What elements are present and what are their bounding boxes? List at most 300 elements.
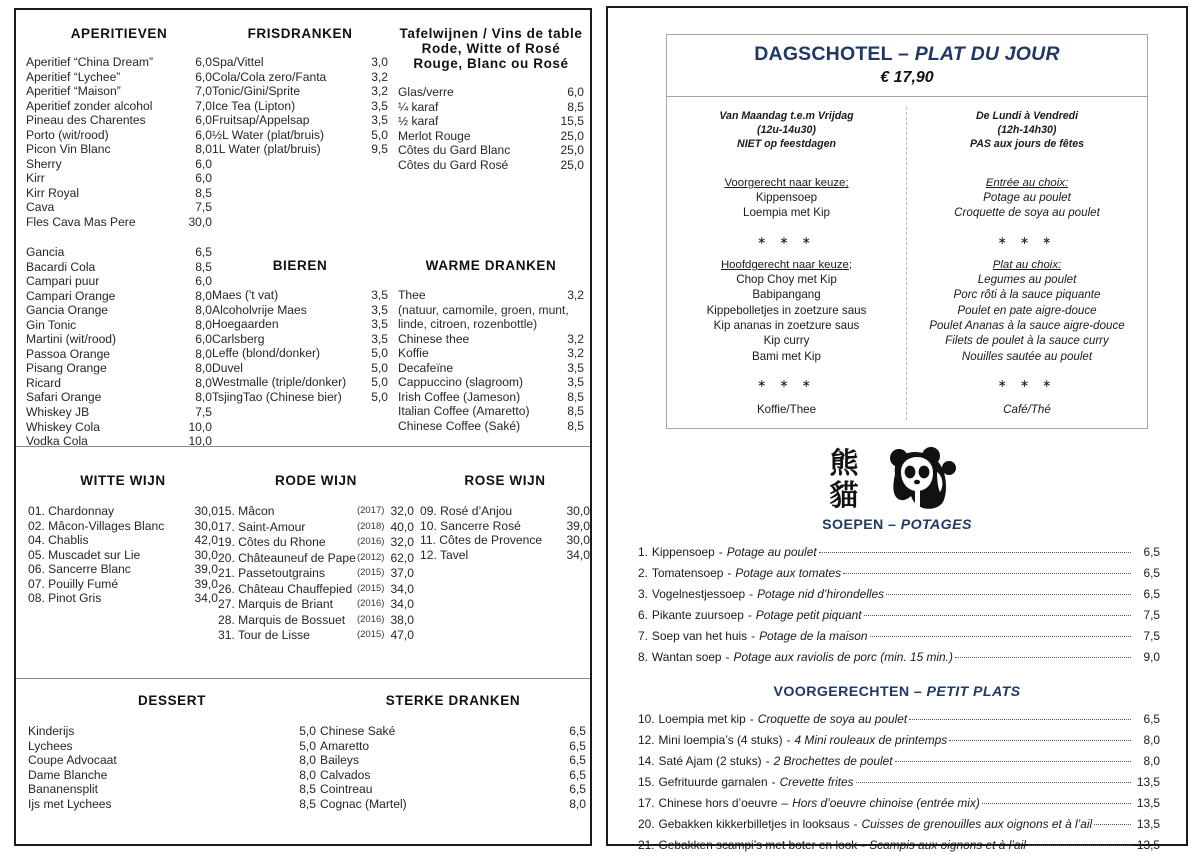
leader-dots <box>949 740 1131 741</box>
menu-row <box>218 613 414 629</box>
dish-separator: - <box>725 649 730 664</box>
dish-price: 8,0 <box>1143 753 1160 768</box>
wine-band <box>16 447 590 679</box>
dish-name-nl: Kippensoep <box>651 544 715 559</box>
dish-number: 20. <box>638 816 655 831</box>
main-item: Chop Choy met Kip <box>736 272 837 286</box>
witte-wijn-list <box>28 504 218 606</box>
item-name: Whiskey Cola <box>26 419 100 434</box>
item-price: 3,5 <box>567 375 584 390</box>
warme-dranken-list <box>398 288 584 433</box>
dish-name-nl: Gebakken scampi’s met boter en look <box>658 837 858 852</box>
starter-item: Potage au poulet <box>983 191 1071 204</box>
menu-row <box>26 142 212 157</box>
dish-number: 1. <box>638 544 648 559</box>
wine-price: 30,0 <box>566 533 590 548</box>
starter-item: Croquette de soya au poulet <box>954 206 1100 220</box>
voorgerechten-heading-dash: – <box>909 683 927 700</box>
wine-name: 10. Sancerre Rosé <box>420 518 521 533</box>
main-item: Nouilles sautée au poulet <box>961 349 1093 363</box>
item-name: Lychees <box>28 738 73 753</box>
section-heading-tafelwijnen-3: Rouge, Blanc ou Rosé <box>413 56 569 71</box>
item-price: 6,5 <box>195 245 212 259</box>
bieren-list <box>212 288 388 404</box>
wine-price: 30,0 <box>566 504 590 518</box>
item-name: Porto (wit/rood) <box>26 127 109 142</box>
menu-row <box>218 504 414 520</box>
wine-vintage: (2015) <box>356 567 385 579</box>
item-price: 10,0 <box>188 434 212 449</box>
menu-row <box>218 582 414 598</box>
dish-number: 2. <box>638 565 648 580</box>
wine-name: 17. Saint-Amour <box>218 519 306 534</box>
item-price: 6,0 <box>195 127 212 142</box>
menu-row <box>26 171 212 186</box>
menu-row <box>28 533 218 548</box>
item-note: linde, citroen, rozenbottle) <box>398 317 538 332</box>
dish-name-fr: Hors d’oeuvre chinoise (entrée mix) <box>792 795 980 810</box>
dish-name-nl: Gefrituurde garnalen <box>658 774 768 789</box>
menu-row <box>212 70 388 85</box>
hours-line: PAS aux jours de fêtes <box>969 138 1085 150</box>
item-price: 8,0 <box>569 796 586 811</box>
menu-row <box>26 303 212 318</box>
section-heading-witte-wijn: WITTE WIJN <box>80 473 166 488</box>
aperitieven-list <box>26 55 212 230</box>
menu-row <box>398 419 584 434</box>
item-name: Decafeïne <box>398 360 454 375</box>
item-price: 3,0 <box>371 55 388 69</box>
left-page-frame <box>14 8 592 846</box>
menu-row <box>26 332 212 347</box>
item-name: Campari puur <box>26 274 100 289</box>
dagschotel-column-nl <box>667 107 907 420</box>
dish-name-nl: Pikante zuursoep <box>651 607 744 622</box>
main-item: Poulet en pate aigre-douce <box>957 303 1097 317</box>
item-price: 8,5 <box>299 796 316 811</box>
dagschotel-title-cell <box>667 35 1147 97</box>
section-heading-voorgerechten <box>624 684 1170 700</box>
dish-separator: - <box>718 544 723 559</box>
wine-vintage: (2016) <box>356 598 385 610</box>
dish-number: 6. <box>638 607 648 622</box>
dish-name-fr: Potage petit piquant <box>755 607 862 622</box>
item-price: 25,0 <box>560 143 584 158</box>
dish-price: 13,5 <box>1136 774 1160 789</box>
item-price: 3,2 <box>371 84 388 99</box>
dagschotel-title-nl: DAGSCHOTEL <box>754 43 893 65</box>
leader-dots <box>909 719 1131 720</box>
item-name: Fles Cava Mas Pere <box>26 215 136 230</box>
menu-row <box>212 142 388 157</box>
item-price: 7,5 <box>195 200 212 215</box>
menu-row <box>28 548 218 563</box>
voorgerechten-list <box>624 709 1170 856</box>
dish-row <box>638 563 1160 584</box>
wine-name: 01. Chardonnay <box>28 504 115 518</box>
item-price: 8,5 <box>567 404 584 419</box>
item-name: Sherry <box>26 156 62 171</box>
dish-name-nl: Soep van het huis <box>651 628 748 643</box>
wine-price: 30,0 <box>194 518 218 533</box>
logo-cjk-char-1: 熊 <box>829 445 859 480</box>
dagschotel-price: € 17,90 <box>880 69 934 86</box>
section-sterke-dranken <box>320 693 586 811</box>
wine-price: 34,0 <box>390 597 414 612</box>
hours-line: Van Maandag t.e.m Vrijdag <box>719 110 854 122</box>
dish-separator: - <box>771 774 776 789</box>
hours-line: (12h-14h30) <box>997 124 1057 136</box>
wine-name: 27. Marquis de Briant <box>218 597 333 612</box>
section-aperitieven-continued <box>26 245 212 449</box>
menu-row <box>26 215 212 230</box>
dagschotel-title <box>671 43 1143 66</box>
section-warme-dranken <box>398 258 584 433</box>
hours-line: De Lundi à Vendredi <box>975 110 1079 122</box>
menu-row <box>212 361 388 376</box>
dagschotel-column-fr <box>907 107 1147 420</box>
wine-price: 47,0 <box>390 628 414 643</box>
item-price: 6,5 <box>569 782 586 797</box>
dish-name-nl: Vogelnestjessoep <box>651 586 746 601</box>
item-name: ½ karaf <box>398 114 439 129</box>
menu-row <box>26 274 212 289</box>
item-price: 6,0 <box>195 55 212 69</box>
wine-name: 26. Château Chauffepied <box>218 581 353 596</box>
item-price: 25,0 <box>560 128 584 143</box>
item-price: 6,0 <box>567 85 584 99</box>
dish-number: 12. <box>638 732 655 747</box>
dish-row <box>638 772 1160 793</box>
soepen-heading-dash: – <box>883 516 901 533</box>
item-price: 3,2 <box>371 69 388 84</box>
panda-logo-icon <box>873 444 965 514</box>
wine-price: 42,0 <box>194 533 218 548</box>
dessert-list <box>28 724 316 811</box>
dish-row <box>638 647 1160 668</box>
menu-row <box>398 158 584 173</box>
section-heading-aperitieven: APERITIEVEN <box>70 26 168 41</box>
dish-name-nl: Tomatensoep <box>651 565 724 580</box>
menu-row <box>26 200 212 215</box>
sterke-dranken-list <box>320 724 586 811</box>
menu-row <box>28 768 316 783</box>
spacer <box>675 151 898 177</box>
dish-name-fr: Crevette frites <box>779 774 854 789</box>
menu-row <box>218 628 414 644</box>
dish-price: 13,5 <box>1136 816 1160 831</box>
item-name: Safari Orange <box>26 390 102 405</box>
item-name: Kirr Royal <box>26 185 80 200</box>
item-name: Passoa Orange <box>26 346 111 361</box>
right-page-frame <box>606 6 1188 852</box>
item-price: 6,5 <box>569 724 586 738</box>
item-name: Leffe (blond/donker) <box>212 346 321 361</box>
item-price: 15,5 <box>560 114 584 129</box>
wine-name: 11. Côtes de Provence <box>420 533 543 548</box>
dish-separator: - <box>765 753 770 768</box>
dagschotel-hours-fr <box>915 109 1139 151</box>
item-price: 6,5 <box>569 753 586 768</box>
main-item: Babipangang <box>752 288 821 302</box>
item-name: Kirr <box>26 171 45 186</box>
wine-name: 06. Sancerre Blanc <box>28 562 131 577</box>
dish-row <box>638 605 1160 626</box>
menu-row <box>398 361 584 376</box>
dish-price: 9,0 <box>1143 649 1160 664</box>
dish-separator: - <box>861 837 866 852</box>
leader-dots <box>895 761 1131 762</box>
dish-separator: - <box>749 711 754 726</box>
item-price: 3,5 <box>371 331 388 346</box>
item-name: Cappuccino (slagroom) <box>398 375 524 390</box>
item-price: 6,0 <box>195 156 212 171</box>
menu-row <box>28 519 218 534</box>
aperitieven-list-2 <box>26 245 212 449</box>
dagschotel-title-dash: – <box>892 43 915 65</box>
wine-name: 08. Pinot Gris <box>28 591 102 606</box>
menu-row <box>26 186 212 201</box>
item-price: 6,5 <box>569 767 586 782</box>
dish-name-fr: Cuisses de grenouilles aux oignons et à l’ail <box>861 816 1093 831</box>
dish-number: 14. <box>638 753 655 768</box>
section-heading-soepen <box>624 517 1170 533</box>
menu-row <box>398 288 584 303</box>
main-label-fr: Plat au choix: <box>992 258 1062 271</box>
item-name: ¼ karaf <box>398 99 439 114</box>
wine-vintage: (2015) <box>356 582 385 594</box>
menu-row <box>28 577 218 592</box>
menu-row <box>212 317 388 332</box>
dish-name-nl: Chinese hors d’oeuvre <box>658 795 778 810</box>
item-price: 3,5 <box>371 98 388 113</box>
section-heading-sterke-dranken: STERKE DRANKEN <box>385 693 521 708</box>
menu-row <box>28 739 316 754</box>
menu-note-row <box>398 317 584 332</box>
leader-dots <box>843 573 1131 574</box>
item-price: 8,5 <box>567 418 584 433</box>
wine-price: 37,0 <box>390 566 414 581</box>
menu-row <box>212 390 388 405</box>
main-item: Poulet Ananas à la sauce aigre-douce <box>929 319 1125 333</box>
item-price: 8,0 <box>299 767 316 782</box>
dish-row <box>638 793 1160 814</box>
item-note: (natuur, camomile, groen, munt, <box>398 302 569 317</box>
item-price: 3,5 <box>371 317 388 332</box>
logo-cjk-char-2: 貓 <box>829 477 859 512</box>
stars-divider: ∗ ∗ ∗ <box>997 234 1057 247</box>
wine-name: 21. Passetoutgrains <box>218 566 325 581</box>
menu-row <box>398 404 584 419</box>
item-price: 5,0 <box>371 346 388 361</box>
menu-row <box>420 519 590 534</box>
item-name: Campari Orange <box>26 288 116 303</box>
wine-name: 05. Muscadet sur Lie <box>28 547 141 562</box>
item-name: Koffie <box>398 346 429 361</box>
item-name: Duvel <box>212 360 243 375</box>
dish-price: 7,5 <box>1143 607 1160 622</box>
menu-row <box>26 318 212 333</box>
item-name: Glas/verre <box>398 85 454 99</box>
section-heading-dessert: DESSERT <box>138 693 206 708</box>
leader-dots <box>1094 824 1131 825</box>
section-heading-rose-wijn: ROSE WIJN <box>464 473 546 488</box>
wine-name: 15. Mâcon <box>218 504 275 518</box>
main-item: Porc rôti à la sauce piquante <box>953 288 1101 302</box>
main-item: Kip curry <box>763 334 810 348</box>
item-name: Gancia Orange <box>26 303 109 318</box>
section-bieren <box>212 258 388 404</box>
item-price: 5,0 <box>371 375 388 390</box>
item-name: Irish Coffee (Jameson) <box>398 389 521 404</box>
dish-number: 15. <box>638 774 655 789</box>
leader-dots <box>870 636 1131 637</box>
item-name: Amaretto <box>320 738 370 753</box>
wine-vintage: (2017) <box>356 505 385 516</box>
dish-name-fr: Potage nid d’hirondelles <box>757 586 885 601</box>
dish-name-fr: 4 Mini rouleaux de printemps <box>794 732 948 747</box>
item-name: Calvados <box>320 767 371 782</box>
tafelwijnen-list <box>398 85 584 172</box>
item-price: 6,0 <box>195 171 212 186</box>
menu-note-row <box>398 303 584 318</box>
menu-row <box>28 504 218 519</box>
main-label-nl: Hoofdgerecht naar keuze; <box>720 258 853 271</box>
item-name: Martini (wit/rood) <box>26 332 117 347</box>
item-name: ½L Water (plat/bruis) <box>212 127 325 142</box>
item-price: 8,0 <box>195 361 212 376</box>
dish-row <box>638 542 1160 563</box>
dagschotel-box <box>666 34 1148 429</box>
starter-item: Kippensoep <box>755 191 818 204</box>
section-heading-tafelwijnen-2: Rode, Witte of Rosé <box>421 41 561 56</box>
item-name: Pisang Orange <box>26 361 107 376</box>
item-price: 8,0 <box>195 288 212 303</box>
dish-name-fr: Potage aux tomates <box>735 565 842 580</box>
section-frisdranken <box>212 26 388 157</box>
main-item: Bami met Kip <box>752 349 821 363</box>
item-price: 8,0 <box>195 303 212 318</box>
menu-row <box>398 143 584 158</box>
wine-price: 30,0 <box>194 547 218 562</box>
item-price: 5,0 <box>299 738 316 753</box>
item-name: Thee <box>398 288 426 302</box>
main-item: Filets de poulet à la sauce curry <box>945 334 1109 348</box>
wine-price: 34,0 <box>194 591 218 606</box>
item-name: Gin Tonic <box>26 317 77 332</box>
leader-dots <box>982 803 1131 804</box>
item-name: Vodka Cola <box>26 434 88 449</box>
item-name: Dame Blanche <box>28 767 108 782</box>
main-item: Legumes au poulet <box>977 272 1077 286</box>
stars-divider: ∗ ∗ ∗ <box>757 234 816 247</box>
wine-vintage: (2012) <box>356 551 385 563</box>
item-price: 7,5 <box>195 405 212 420</box>
item-price: 8,0 <box>195 317 212 332</box>
menu-row <box>28 562 218 577</box>
item-name: Spa/Vittel <box>212 55 264 69</box>
item-name: Hoegaarden <box>212 317 279 332</box>
dish-separator: - <box>747 607 752 622</box>
menu-row <box>26 245 212 260</box>
menu-row <box>26 70 212 85</box>
item-price: 3,2 <box>567 346 584 361</box>
menu-row <box>212 332 388 347</box>
item-name: Aperitief “Lychee” <box>26 69 121 84</box>
wine-price: 62,0 <box>390 550 414 565</box>
menu-row <box>26 390 212 405</box>
voorgerechten-heading-fr: PETIT PLATS <box>926 683 1021 700</box>
wine-price: 39,0 <box>194 562 218 577</box>
item-price: 8,5 <box>299 782 316 797</box>
soepen-heading-fr: POTAGES <box>900 516 972 533</box>
leader-dots <box>856 782 1131 783</box>
menu-row <box>398 390 584 405</box>
item-price: 3,2 <box>567 288 584 302</box>
menu-row <box>398 85 584 100</box>
menu-row <box>26 420 212 435</box>
item-name: Aperitief “Maison” <box>26 84 121 99</box>
dagschotel-hours-nl <box>675 109 898 151</box>
item-name: Aperitief zonder alcohol <box>26 98 153 113</box>
item-price: 8,5 <box>195 259 212 274</box>
item-price: 5,0 <box>371 360 388 375</box>
menu-row <box>398 114 584 129</box>
item-price: 8,0 <box>195 346 212 361</box>
menu-row <box>398 332 584 347</box>
menu-row <box>26 260 212 275</box>
item-price: 6,0 <box>195 274 212 289</box>
item-name: Ice Tea (Lipton) <box>212 98 296 113</box>
item-name: Chinese thee <box>398 331 470 346</box>
item-name: Aperitief “China Dream” <box>26 55 154 69</box>
item-name: Côtes du Gard Blanc <box>398 143 511 158</box>
menu-row <box>398 129 584 144</box>
item-price: 8,0 <box>195 390 212 405</box>
menu-row <box>320 753 586 768</box>
item-name: 1L Water (plat/bruis) <box>212 142 321 157</box>
dish-price: 6,5 <box>1143 586 1160 601</box>
menu-row <box>420 533 590 548</box>
dish-price: 13,5 <box>1136 837 1160 852</box>
dish-row <box>638 584 1160 605</box>
dish-number: 7. <box>638 628 648 643</box>
item-name: Pineau des Charentes <box>26 113 146 128</box>
soepen-heading-nl: SOEPEN <box>822 516 884 533</box>
item-price: 3,2 <box>567 331 584 346</box>
section-tafelwijnen <box>398 26 584 172</box>
drink-item-fr: Café/Thé <box>1003 403 1051 417</box>
dish-separator: - <box>727 565 732 580</box>
menu-row <box>320 797 586 812</box>
section-rose-wijn <box>420 473 590 562</box>
dish-number: 21. <box>638 837 655 852</box>
dish-price: 8,0 <box>1143 732 1160 747</box>
item-name: Alcoholvrije Maes <box>212 302 307 317</box>
menu-row <box>398 346 584 361</box>
wine-name: 31. Tour de Lisse <box>218 628 310 643</box>
main-item: Kippebolletjes in zoetzure saus <box>706 303 867 317</box>
dish-separator: – <box>781 795 789 810</box>
menu-row <box>28 782 316 797</box>
voorgerechten-heading-nl: VOORGERECHTEN <box>773 683 910 700</box>
menu-row <box>420 504 590 519</box>
wine-vintage: (2016) <box>356 613 385 625</box>
menu-row <box>26 376 212 391</box>
item-name: Maes ('t vat) <box>212 288 279 302</box>
wine-name: 07. Pouilly Fumé <box>28 576 119 591</box>
rose-wijn-list <box>420 504 590 562</box>
